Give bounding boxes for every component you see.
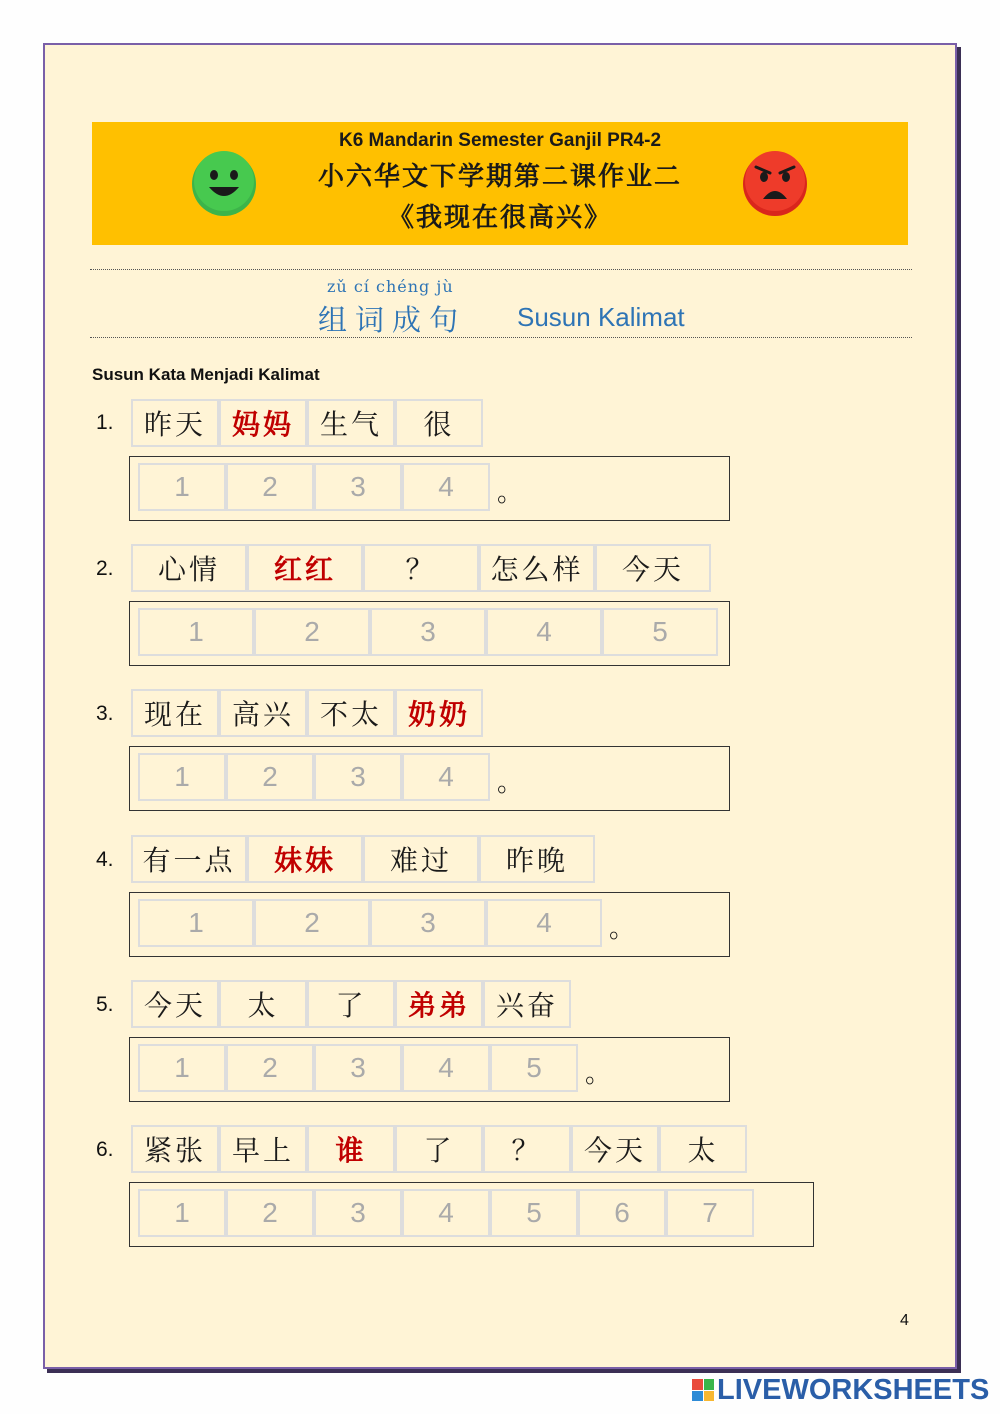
sentence-end: 。 xyxy=(497,768,524,798)
answer-slot[interactable]: 2 xyxy=(254,608,370,656)
header-banner xyxy=(92,122,908,245)
page-number: 4 xyxy=(900,1312,909,1329)
answer-slot[interactable]: 4 xyxy=(402,753,490,801)
word-tile[interactable]: 妈妈 xyxy=(219,399,307,447)
word-tile[interactable]: 难过 xyxy=(363,835,479,883)
sentence-end: 。 xyxy=(585,1059,612,1089)
word-tile[interactable]: 昨天 xyxy=(131,399,219,447)
word-tile[interactable]: 今天 xyxy=(595,544,711,592)
word-tile[interactable]: 很 xyxy=(395,399,483,447)
word-tile[interactable]: 高兴 xyxy=(219,689,307,737)
word-tile[interactable]: 心情 xyxy=(131,544,247,592)
sentence-end: 。 xyxy=(497,478,524,508)
answer-slot[interactable]: 5 xyxy=(490,1189,578,1237)
word-tile[interactable]: 妹妹 xyxy=(247,835,363,883)
answer-slot[interactable]: 1 xyxy=(138,1189,226,1237)
answer-slot[interactable]: 2 xyxy=(226,463,314,511)
word-tile[interactable]: 谁 xyxy=(307,1125,395,1173)
answer-slot[interactable]: 3 xyxy=(370,608,486,656)
answer-slot[interactable]: 3 xyxy=(314,753,402,801)
divider-top xyxy=(90,269,912,270)
word-tile[interactable]: 早上 xyxy=(219,1125,307,1173)
answer-slot[interactable]: 7 xyxy=(666,1189,754,1237)
answer-slot[interactable]: 4 xyxy=(486,608,602,656)
answer-slot[interactable]: 3 xyxy=(314,463,402,511)
worksheet-page xyxy=(43,43,957,1369)
word-tile[interactable]: 不太 xyxy=(307,689,395,737)
answer-slot[interactable]: 1 xyxy=(138,463,226,511)
word-tile[interactable]: ？ xyxy=(483,1125,571,1173)
word-tile[interactable]: 奶奶 xyxy=(395,689,483,737)
question-number: 4. xyxy=(96,848,114,871)
answer-slot[interactable]: 3 xyxy=(370,899,486,947)
answer-slot[interactable]: 1 xyxy=(138,899,254,947)
answer-slot[interactable]: 1 xyxy=(138,608,254,656)
answer-slot[interactable]: 2 xyxy=(226,1044,314,1092)
answer-slot[interactable]: 3 xyxy=(314,1189,402,1237)
question-number: 5. xyxy=(96,993,114,1016)
answer-slot[interactable]: 2 xyxy=(254,899,370,947)
word-tile[interactable]: 太 xyxy=(659,1125,747,1173)
question-number: 3. xyxy=(96,702,114,725)
word-tile[interactable]: 紧张 xyxy=(131,1125,219,1173)
liveworksheets-logo[interactable] xyxy=(692,1374,989,1406)
word-tile[interactable]: 现在 xyxy=(131,689,219,737)
answer-slot[interactable]: 2 xyxy=(226,1189,314,1237)
question-number: 1. xyxy=(96,411,114,434)
brand-name: LIVEWORKSHEETS xyxy=(717,1373,990,1406)
sentence-end: 。 xyxy=(609,914,636,944)
word-tile[interactable]: ？ xyxy=(363,544,479,592)
answer-slot[interactable]: 4 xyxy=(402,463,490,511)
answer-slot[interactable]: 1 xyxy=(138,753,226,801)
answer-slot[interactable]: 4 xyxy=(402,1189,490,1237)
instruction: Susun Kata Menjadi Kalimat xyxy=(92,365,320,384)
word-tile[interactable]: 了 xyxy=(395,1125,483,1173)
answer-slot[interactable]: 3 xyxy=(314,1044,402,1092)
title-english: K6 Mandarin Semester Ganjil PR4-2 xyxy=(338,130,662,151)
word-tile[interactable]: 今天 xyxy=(571,1125,659,1173)
answer-slot[interactable]: 6 xyxy=(578,1189,666,1237)
answer-slot[interactable]: 5 xyxy=(602,608,718,656)
word-tile[interactable]: 生气 xyxy=(307,399,395,447)
question-number: 2. xyxy=(96,557,114,580)
word-tile[interactable]: 弟弟 xyxy=(395,980,483,1028)
answer-slot[interactable]: 4 xyxy=(402,1044,490,1092)
answer-slot[interactable]: 2 xyxy=(226,753,314,801)
divider-bottom xyxy=(90,337,912,338)
word-tile[interactable]: 今天 xyxy=(131,980,219,1028)
lesson-title: 《我现在很高兴》 xyxy=(387,203,612,233)
answer-slot[interactable]: 1 xyxy=(138,1044,226,1092)
liveworksheets-icon xyxy=(692,1379,714,1401)
word-tile[interactable]: 太 xyxy=(219,980,307,1028)
word-tile[interactable]: 有一点 xyxy=(131,835,247,883)
section-title-indonesian: Susun Kalimat xyxy=(517,302,685,332)
word-tile[interactable]: 怎么样 xyxy=(479,544,595,592)
section-title-chinese: 组词成句 xyxy=(318,303,467,337)
answer-slot[interactable]: 4 xyxy=(486,899,602,947)
title-chinese: 小六华文下学期第二课作业二 xyxy=(317,162,682,192)
answer-slot[interactable]: 5 xyxy=(490,1044,578,1092)
word-tile[interactable]: 红红 xyxy=(247,544,363,592)
word-tile[interactable]: 昨晚 xyxy=(479,835,595,883)
section-pinyin: zǔ cí chéng jù xyxy=(327,277,454,296)
question-number: 6. xyxy=(96,1138,114,1161)
word-tile[interactable]: 了 xyxy=(307,980,395,1028)
word-tile[interactable]: 兴奋 xyxy=(483,980,571,1028)
